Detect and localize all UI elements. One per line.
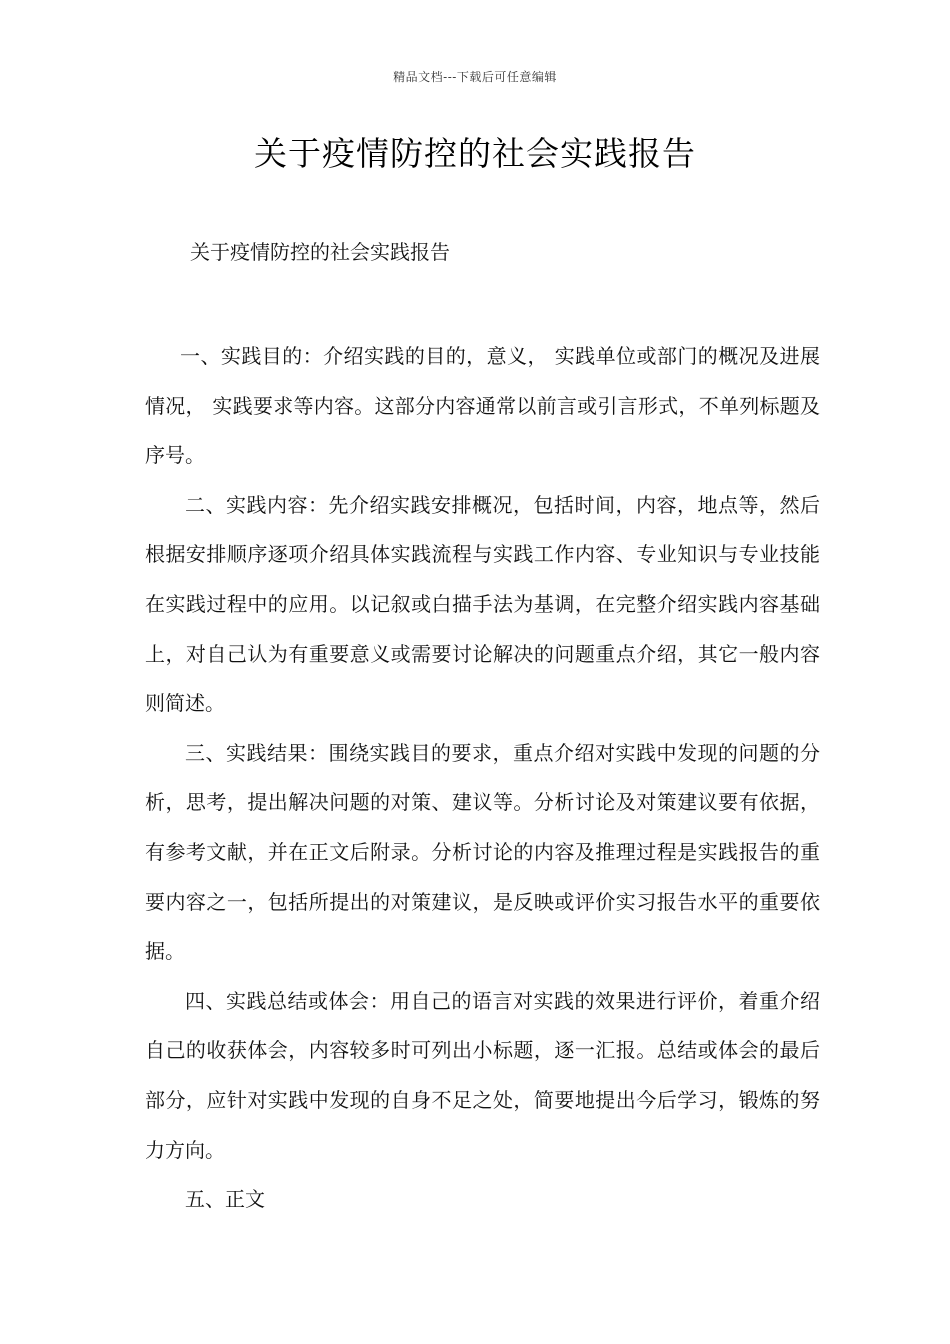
paragraph-purpose: 一、实践目的：介绍实践的目的，意义， 实践单位或部门的概况及进展情况， 实践要求等内容。这部分内容通常以前言或引言形式，不单列标题及序号。 bbox=[145, 344, 820, 468]
paragraph-content: 二、实践内容：先介绍实践安排概况，包括时间，内容，地点等，然后根据安排顺序逐项介绍具体实践流程与实践工作内容、专业知识与专业技能在实践过程中的应用。以记叙或白描手法为基调，在完整介绍实践内容基础上，对自己认为有重要意义或需要讨论解决的问题重点介绍，其它一般内容则简述。 bbox=[145, 492, 820, 716]
header-note: 精品文档---下载后可任意编辑 bbox=[393, 70, 557, 84]
paragraph-results: 三、实践结果：围绕实践目的要求，重点介绍对实践中发现的问题的分析，思考，提出解决问题的对策、建议等。分析讨论及对策建议要有依据，有参考文献，并在正文后附录。分析讨论的内容及推理过程是实践报告的重要内容之一，包括所提出的对策建议，是反映或评价实习报告水平的重要依据。 bbox=[145, 740, 820, 964]
document-title: 关于疫情防控的社会实践报告 bbox=[254, 134, 696, 173]
document-body bbox=[145, 332, 820, 1225]
document-subtitle: 关于疫情防控的社会实践报告 bbox=[190, 240, 450, 264]
paragraph-summary: 四、实践总结或体会：用自己的语言对实践的效果进行评价，着重介绍自己的收获体会，内容较多时可列出小标题，逐一汇报。总结或体会的最后部分，应针对实践中发现的自身不足之处，简要地提出今后学习，锻炼的努力方向。 bbox=[145, 988, 820, 1162]
paragraph-main-text: 五、正文 bbox=[185, 1187, 265, 1212]
